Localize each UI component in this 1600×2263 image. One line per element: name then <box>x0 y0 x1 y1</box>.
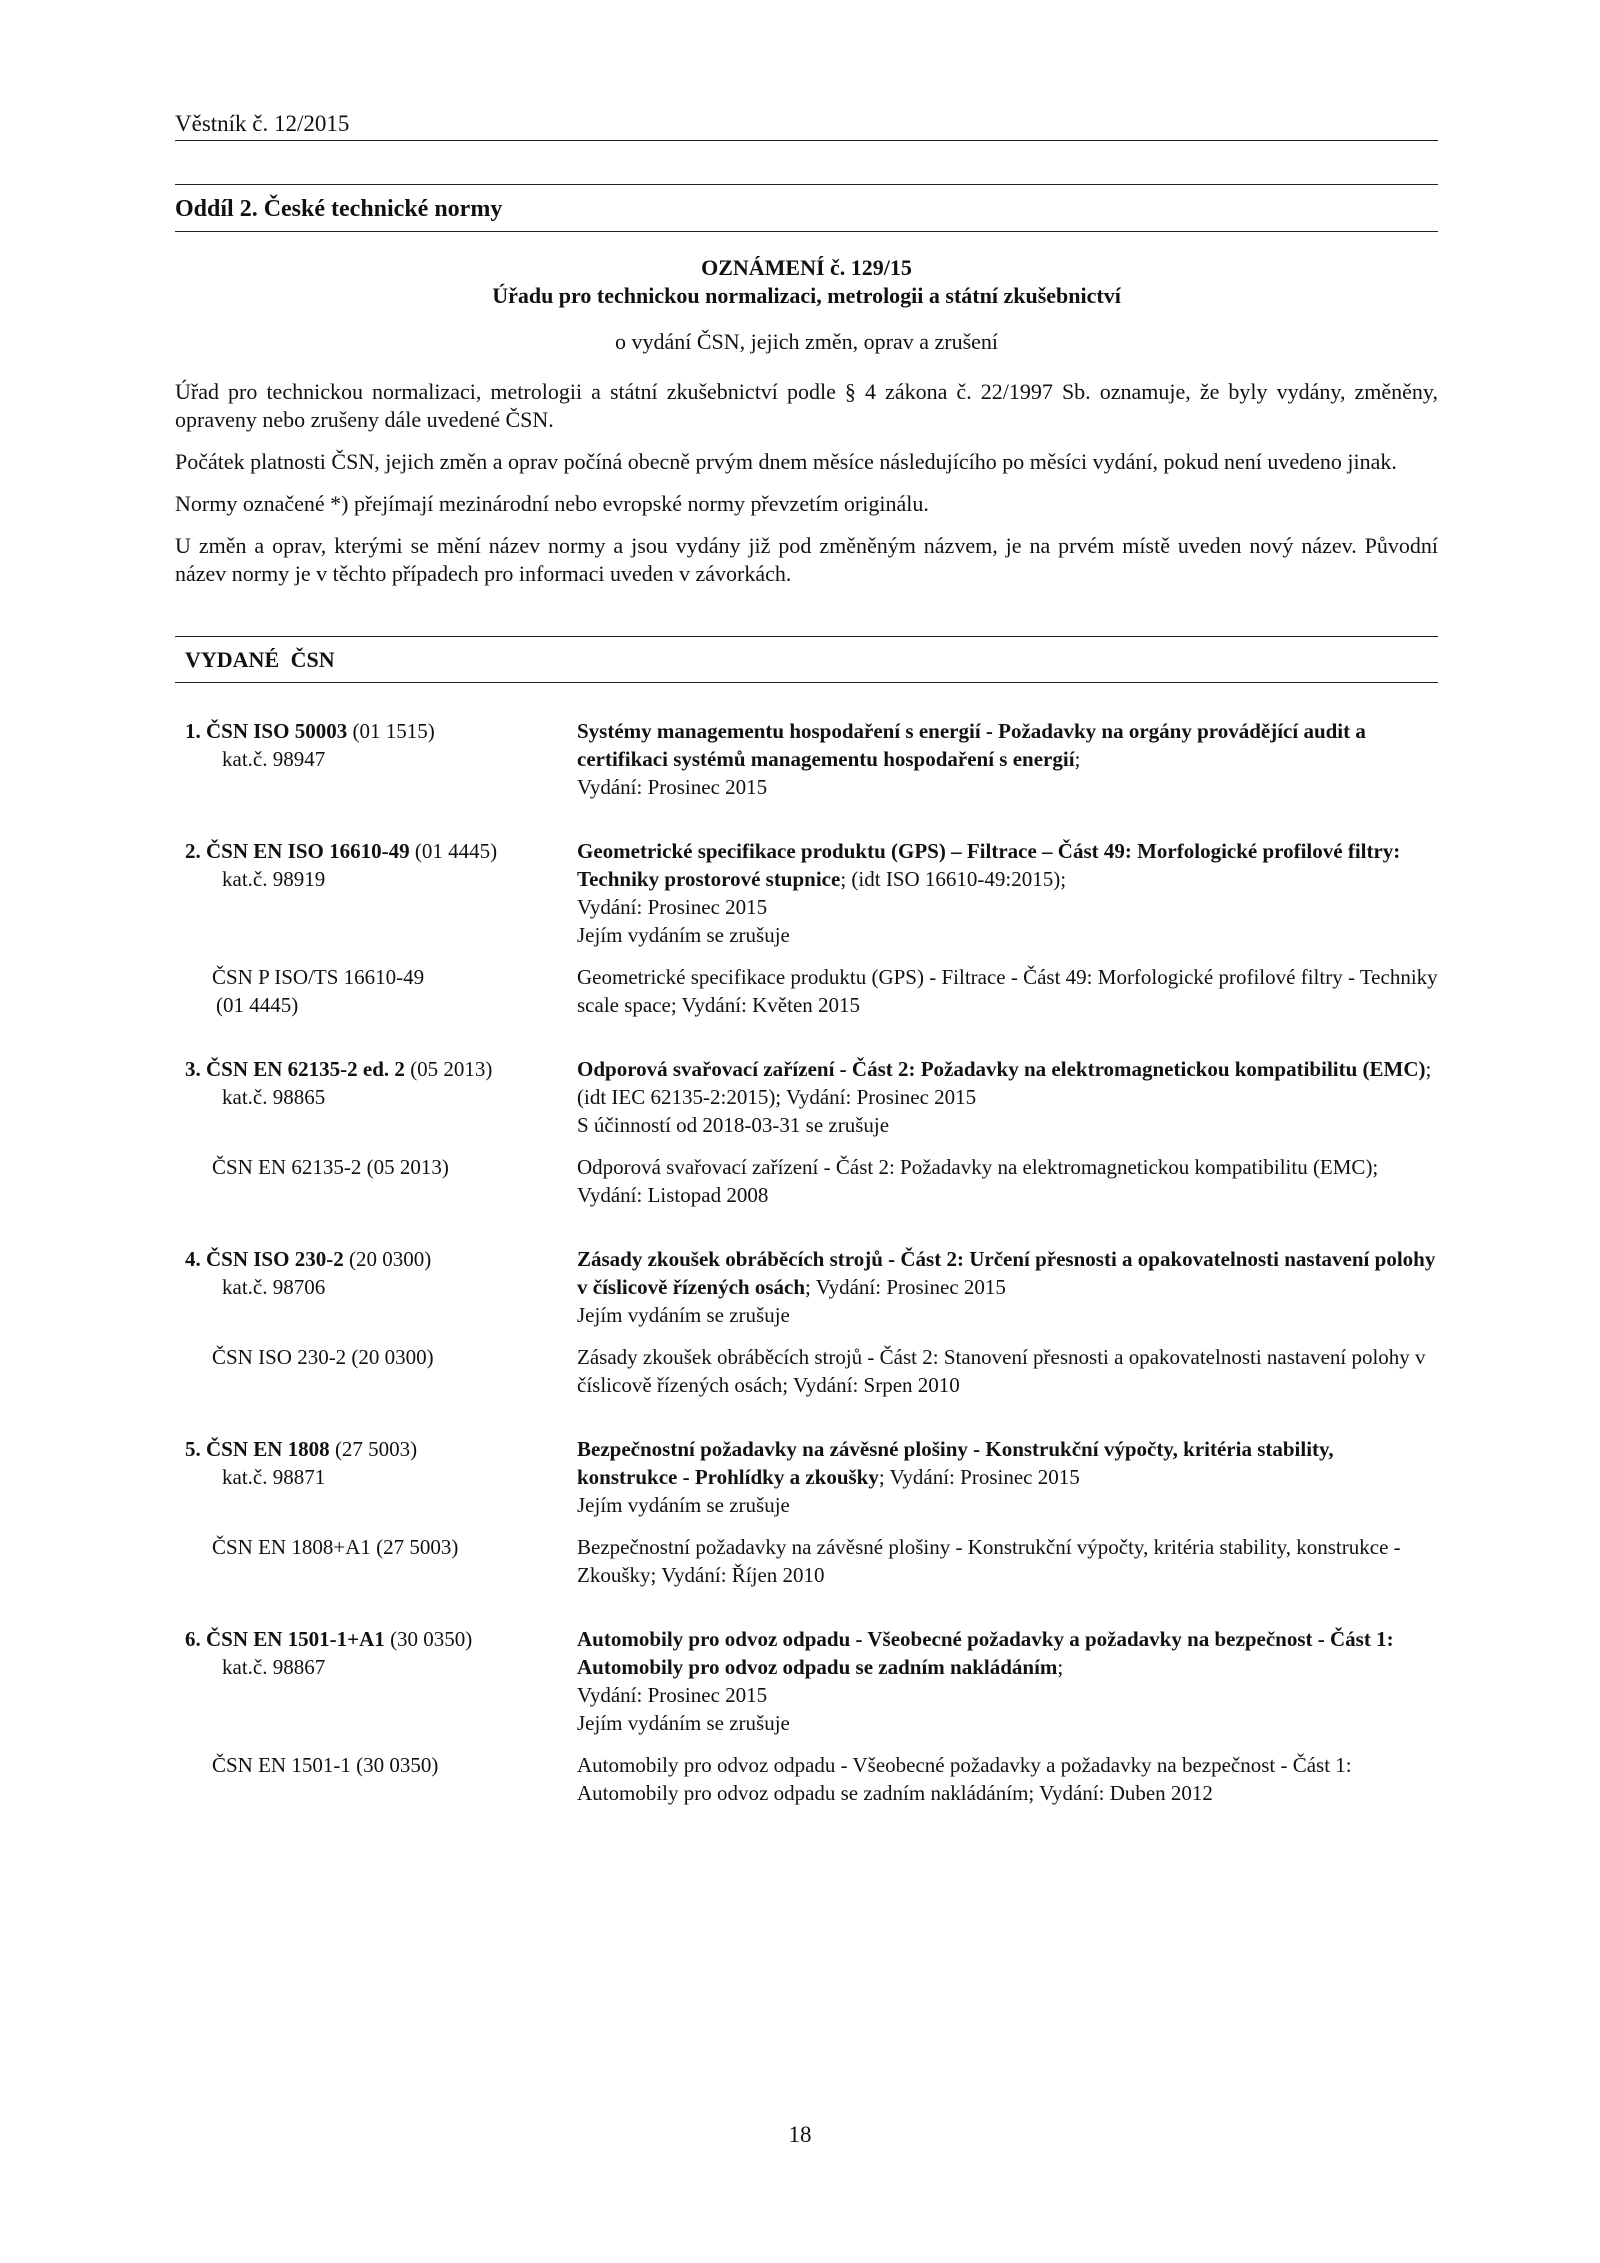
cancellation-note: S účinností od 2018-03-31 se zrušuje <box>577 1113 890 1137</box>
standard-title-tail: ; <box>1074 747 1081 771</box>
catalog-number: kat.č. 98867 <box>222 1655 326 1679</box>
cancellation-note: Jejím vydáním se zrušuje <box>577 923 790 947</box>
replaced-title: Geometrické specifikace produktu (GPS) - Filtrace - Část 49: Morfologické profilové filtry - Techniky scale space; Vydání: Květen 2015 <box>577 965 1438 1017</box>
standard-class: (01 1515) <box>347 719 435 743</box>
standard-entry <box>175 837 1438 1019</box>
standards-list <box>175 717 1438 1807</box>
replaced-standard <box>175 1343 1438 1399</box>
replaced-standard <box>175 963 1438 1019</box>
release-date: Vydání: Prosinec 2015 <box>577 775 768 799</box>
running-head: Věstník č. 12/2015 <box>175 110 1438 141</box>
replaced-code: ČSN ISO 230-2 (20 0300) <box>212 1345 434 1369</box>
catalog-number: kat.č. 98871 <box>222 1465 326 1489</box>
intro-paragraph: Počátek platnosti ČSN, jejich změn a oprav počíná obecně prvým dnem měsíce následujícího po měsíci vydání, pokud není uvedeno jinak. <box>175 449 1397 474</box>
standard-entry <box>175 1625 1438 1807</box>
document-page <box>175 110 1438 1843</box>
replaced-standard <box>175 1751 1438 1807</box>
cancellation-note: Jejím vydáním se zrušuje <box>577 1711 790 1735</box>
intro-paragraph: Normy označené *) přejímají mezinárodní nebo evropské normy převzetím originálu. <box>175 491 929 516</box>
standard-entry <box>175 717 1438 801</box>
standard-title: Systémy managementu hospodaření s energií - Požadavky na orgány provádějící audit a certifikaci systémů managementu hospodaření s energií <box>577 719 1366 771</box>
entry-number: 3. <box>185 1057 206 1081</box>
section-title: Oddíl 2. České technické normy <box>175 184 1438 232</box>
page-number: 18 <box>788 2122 812 2147</box>
notice-subject: o vydání ČSN, jejich změn, oprav a zrušení <box>614 329 999 354</box>
catalog-number: kat.č. 98919 <box>222 867 326 891</box>
replaced-standard <box>175 1153 1438 1209</box>
standard-class: (01 4445) <box>409 839 498 863</box>
replaced-standard <box>175 1533 1438 1589</box>
intro-paragraph: U změn a oprav, kterými se mění název normy a jsou vydány již pod změněným názvem, je na prvém místě uveden nový název. Původní název normy je v těchto případech pro informaci uveden v závorkách. <box>175 533 1438 586</box>
standard-code: ČSN EN ISO 16610-49 <box>206 839 410 863</box>
standard-code: ČSN EN 1808 <box>206 1437 330 1461</box>
cancellation-note: Jejím vydáním se zrušuje <box>577 1303 790 1327</box>
entry-number: 1. <box>185 719 206 743</box>
standard-title: Geometrické specifikace produktu (GPS) – Filtrace – Část 49: Morfologické profilové filtry: Techniky prostorové stupnice <box>577 839 1401 891</box>
replaced-title: Odporová svařovací zařízení - Část 2: Požadavky na elektromagnetickou kompatibilitu (EMC); Vydání: Listopad 2008 <box>577 1155 1379 1207</box>
cancellation-note: Jejím vydáním se zrušuje <box>577 1493 790 1517</box>
release-date: Vydání: Prosinec 2015 <box>577 1683 768 1707</box>
entry-number: 5. <box>185 1437 206 1461</box>
standard-class: (27 5003) <box>329 1437 418 1461</box>
entry-number: 6. <box>185 1627 206 1651</box>
notice-number: OZNÁMENÍ č. 129/15 <box>701 255 912 280</box>
standard-title-tail: ; Vydání: Prosinec 2015 <box>878 1465 1080 1489</box>
intro-paragraphs <box>175 378 1438 588</box>
catalog-number: kat.č. 98706 <box>222 1275 326 1299</box>
replaced-title: Zásady zkoušek obráběcích strojů - Část 2: Stanovení přesnosti a opakovatelnosti nastavení polohy v číslicově řízených osách; Vydání: Srpen 2010 <box>577 1345 1426 1397</box>
standard-class: (30 0350) <box>384 1627 473 1651</box>
release-date: Vydání: Prosinec 2015 <box>577 895 768 919</box>
standard-title: Odporová svařovací zařízení - Část 2: Požadavky na elektromagnetickou kompatibilitu (EMC) <box>577 1057 1426 1081</box>
standard-entry <box>175 1245 1438 1399</box>
standard-class: (20 0300) <box>343 1247 432 1271</box>
standard-class: (05 2013) <box>404 1057 493 1081</box>
standard-title-tail: ; (idt ISO 16610-49:2015); <box>840 867 1067 891</box>
replaced-title: Bezpečnostní požadavky na závěsné plošiny - Konstrukční výpočty, kritéria stability, konstrukce - Zkoušky; Vydání: Říjen 2010 <box>577 1535 1401 1587</box>
standard-title-tail: ; <box>1057 1655 1064 1679</box>
replaced-title: Automobily pro odvoz odpadu - Všeobecné požadavky a požadavky na bezpečnost - Část 1: Automobily pro odvoz odpadu se zadním nakládáním; Vydání: Duben 2012 <box>577 1753 1352 1805</box>
replaced-code: ČSN P ISO/TS 16610-49 <box>212 965 425 989</box>
replaced-class: (01 4445) <box>216 993 299 1017</box>
intro-paragraph: Úřad pro technickou normalizaci, metrologii a státní zkušebnictví podle § 4 zákona č. 22/1997 Sb. oznamuje, že byly vydány, změněny, opraveny nebo zrušeny dále uvedené ČSN. <box>175 379 1438 432</box>
entry-number: 4. <box>185 1247 206 1271</box>
standard-code: ČSN EN 1501-1+A1 <box>206 1627 385 1651</box>
standard-title: Automobily pro odvoz odpadu - Všeobecné požadavky a požadavky na bezpečnost - Část 1: Automobily pro odvoz odpadu se zadním nakládáním <box>577 1627 1394 1679</box>
standard-code: ČSN ISO 230-2 <box>206 1247 344 1271</box>
standard-title: Bezpečnostní požadavky na závěsné plošiny - Konstrukční výpočty, kritéria stability, konstrukce - Prohlídky a zkoušky <box>577 1437 1334 1489</box>
standard-entry <box>175 1435 1438 1589</box>
issued-standards-heading: VYDANÉ ČSN <box>175 636 1438 683</box>
standard-entry <box>175 1055 1438 1209</box>
standard-code: ČSN ISO 50003 <box>206 719 348 743</box>
standard-title-tail: ; Vydání: Prosinec 2015 <box>805 1275 1006 1299</box>
standard-title: Zásady zkoušek obráběcích strojů - Část 2: Určení přesnosti a opakovatelnosti nastavení polohy v číslicově řízených osách <box>577 1247 1436 1299</box>
entry-number: 2. <box>185 839 206 863</box>
notice-issuer: Úřadu pro technickou normalizaci, metrologii a státní zkušebnictví <box>492 283 1121 308</box>
catalog-number: kat.č. 98865 <box>222 1085 326 1109</box>
replaced-code: ČSN EN 1501-1 (30 0350) <box>212 1753 439 1777</box>
replaced-code: ČSN EN 1808+A1 (27 5003) <box>212 1535 459 1559</box>
standard-title-tail: ; (idt IEC 62135-2:2015); Vydání: Prosinec 2015 <box>577 1057 1432 1109</box>
standard-code: ČSN EN 62135-2 ed. 2 <box>206 1057 405 1081</box>
catalog-number: kat.č. 98947 <box>222 747 326 771</box>
replaced-code: ČSN EN 62135-2 (05 2013) <box>212 1155 449 1179</box>
